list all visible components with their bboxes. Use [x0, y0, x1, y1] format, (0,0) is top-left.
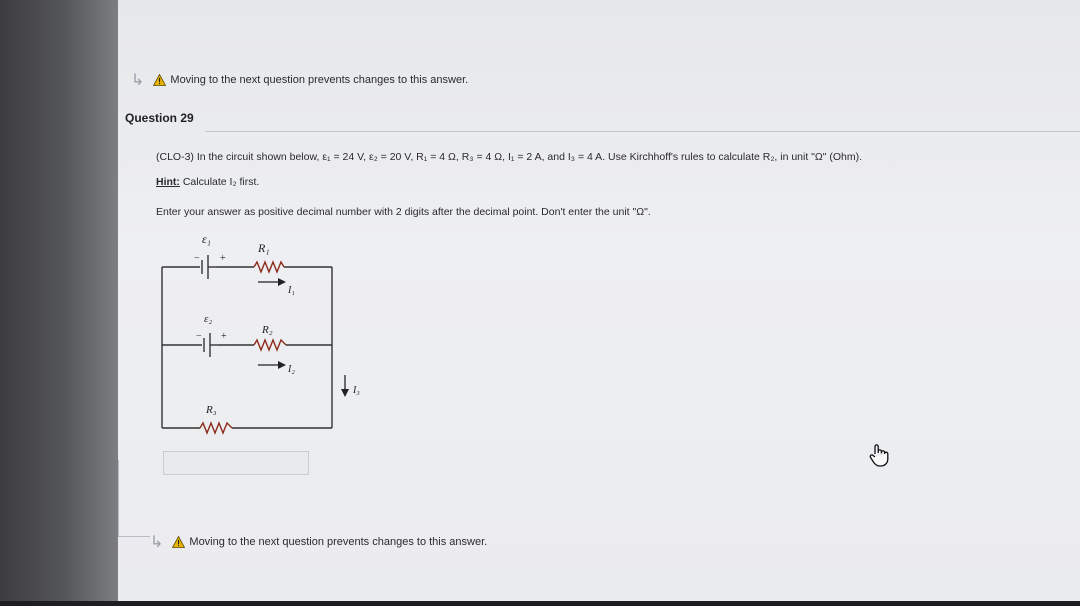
return-arrow-icon: ↳	[131, 72, 145, 89]
resistor-r3	[200, 423, 232, 433]
top-warning-text: Moving to the next question prevents changes to this answer.	[170, 74, 469, 86]
warning-triangle-icon	[171, 536, 185, 548]
r3-label: R₃	[206, 404, 217, 416]
emf2-label: ε₂	[204, 313, 213, 325]
i3-label: I₃	[353, 385, 360, 396]
left-dark-region	[0, 0, 118, 606]
bracket-line-vertical	[118, 460, 119, 537]
r2-label: R₂	[262, 324, 273, 336]
circuit-diagram	[150, 225, 370, 435]
resistor-r2	[254, 340, 286, 350]
bracket-line-horizontal	[118, 536, 150, 537]
hint	[156, 176, 259, 188]
current-arrow-i3	[341, 375, 349, 397]
hand-pointer-icon	[868, 442, 892, 468]
r1-label: R₁	[258, 241, 270, 255]
answer-input[interactable]	[163, 451, 309, 475]
bottom-edge	[0, 601, 1080, 606]
return-arrow-icon: ↳	[150, 534, 164, 551]
emf2-minus: −	[196, 331, 202, 342]
current-arrow-i1	[258, 278, 286, 286]
question-title: Question 29	[125, 111, 194, 125]
question-divider	[205, 131, 1080, 132]
hint-text: Calculate I₂ first.	[182, 176, 260, 188]
top-warning	[131, 70, 468, 90]
bottom-warning-text: Moving to the next question prevents changes to this answer.	[189, 536, 488, 548]
answer-instruction: Enter your answer as positive decimal number with 2 digits after the decimal point. Don't enter the unit "Ω".	[156, 206, 651, 218]
hint-label: Hint:	[156, 176, 180, 188]
i1-label: I₁	[288, 285, 295, 296]
resistor-r1	[254, 262, 284, 272]
question-text: (CLO-3) In the circuit shown below, ε₁ = 24 V, ε₂ = 20 V, R₁ = 4 Ω, R₃ = 4 Ω, I₁ = 2 A, and I₃ = 4 A. Use Kirchhoff's rules to calculate R₂, in unit "Ω" (Ohm).	[156, 151, 863, 163]
emf1-label: ε₁	[202, 232, 211, 246]
battery-emf1	[202, 255, 208, 279]
i2-label: I₂	[288, 364, 295, 375]
battery-emf2	[204, 333, 210, 357]
emf2-plus: +	[221, 331, 227, 342]
emf1-plus: +	[220, 253, 226, 264]
bottom-warning	[150, 532, 487, 552]
emf1-minus: −	[194, 253, 200, 264]
current-arrow-i2	[258, 361, 286, 369]
warning-triangle-icon	[152, 74, 166, 86]
